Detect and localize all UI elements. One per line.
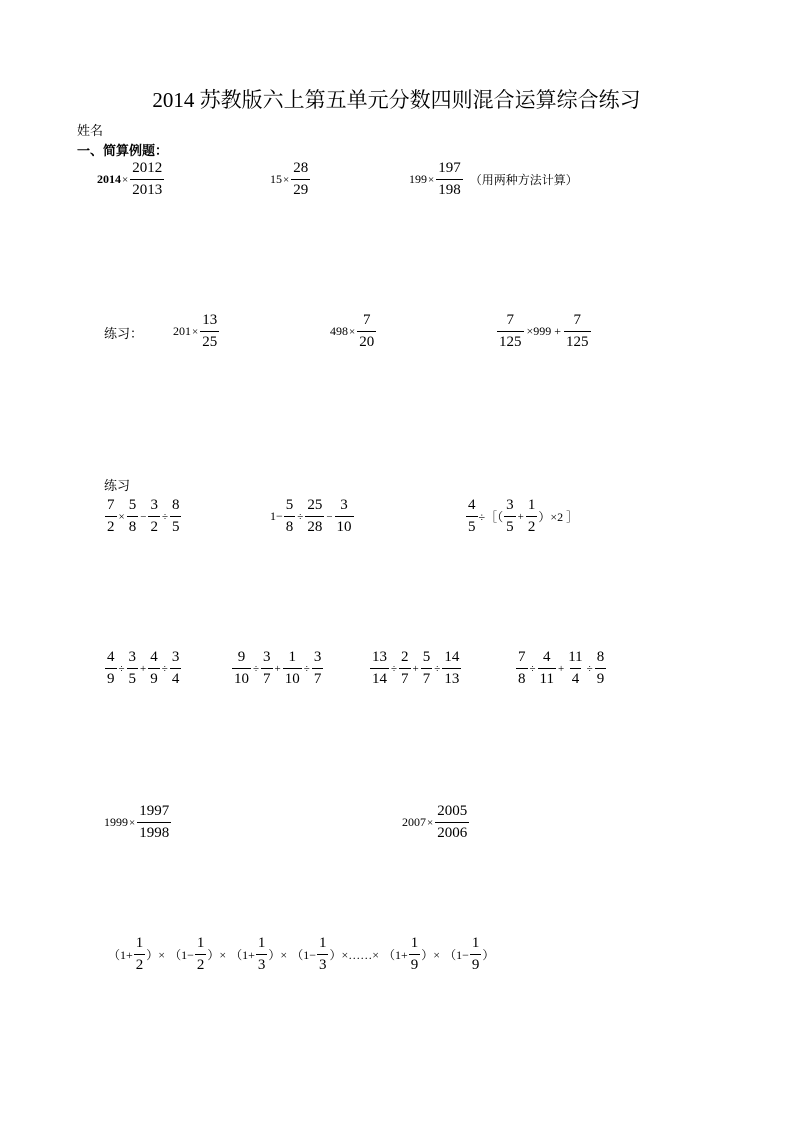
- operator-text: （1−: [169, 948, 194, 962]
- operator: ÷: [586, 662, 593, 675]
- fraction: $\frac{9}{10}$: [234, 649, 249, 687]
- times-sign: ×: [192, 325, 199, 338]
- fraction: $\frac{3}{4}$: [171, 649, 180, 687]
- operator-text: （1−: [291, 948, 316, 962]
- fraction: $\frac{4}{5}$: [468, 497, 476, 535]
- whole-number: 498: [330, 324, 348, 338]
- times-sign: ×: [122, 173, 129, 186]
- times-sign: ×: [129, 816, 136, 829]
- fraction: $\frac{1}{2}$: [527, 497, 536, 535]
- operator: −: [140, 510, 147, 523]
- practice1-item-3: [496, 311, 592, 352]
- times-sign: ×: [427, 816, 434, 829]
- practice1-label: 练习：: [104, 327, 144, 342]
- method-note: （用两种方法计算）: [469, 173, 578, 187]
- fraction: $\frac{2}{7}$: [401, 649, 409, 687]
- problem-r2-3: [369, 648, 462, 689]
- fraction: $\frac{25}{28}$: [307, 497, 323, 535]
- fraction: $\frac{1}{3}$: [257, 935, 266, 973]
- problem-r2-4: [515, 648, 607, 689]
- operator-text: ）×: [421, 948, 441, 962]
- fraction: $\frac{3}{10}$: [336, 497, 352, 535]
- operator: ÷: [529, 662, 536, 675]
- fraction: $\frac{8}{5}$: [171, 497, 180, 535]
- fraction: $\frac{1}{9}$: [471, 935, 480, 973]
- operator-text: ×999 +: [526, 324, 562, 338]
- name-label: 姓名: [77, 124, 104, 139]
- operator: ÷: [297, 510, 304, 523]
- problem-r2-2: [231, 648, 324, 689]
- whole-number: 1999: [104, 815, 128, 829]
- operator-text: （1−: [444, 948, 469, 962]
- operator: −: [326, 510, 333, 523]
- times-sign: ×: [428, 173, 435, 186]
- times-sign: ×: [283, 173, 290, 186]
- whole-number: 2007: [402, 815, 426, 829]
- times-sign: ×: [349, 325, 356, 338]
- fraction: $\frac{1}{9}$: [410, 935, 419, 973]
- fraction: $\frac{28}{29}$: [293, 160, 309, 198]
- fraction: $\frac{5}{8}$: [128, 497, 137, 535]
- fraction: $\frac{4}{9}$: [107, 649, 115, 687]
- operator-text: ）×: [268, 948, 288, 962]
- fraction: $\frac{1}{10}$: [284, 649, 300, 687]
- fraction: $\frac{7}{20}$: [359, 312, 375, 350]
- whole-number: 201: [173, 324, 191, 338]
- whole-number: 2014: [97, 172, 121, 186]
- practice1-item-2: [330, 311, 377, 352]
- operator-text: ）×: [207, 948, 227, 962]
- fraction: $\frac{13}{14}$: [372, 649, 387, 687]
- fraction: $\frac{14}{13}$: [444, 649, 460, 687]
- operator: +: [412, 662, 419, 675]
- fraction: $\frac{8}{9}$: [596, 649, 605, 687]
- practice2-label: 练习: [104, 479, 131, 494]
- fraction: $\frac{3}{5}$: [506, 497, 514, 535]
- fraction: $\frac{1997}{1998}$: [139, 803, 170, 841]
- fraction: $\frac{5}{8}$: [285, 497, 294, 535]
- fraction: $\frac{13}{25}$: [202, 312, 218, 350]
- operator: ×: [118, 510, 125, 523]
- problem-r1-2: [270, 496, 355, 537]
- operator-text: （1+: [383, 948, 408, 962]
- example-3: [409, 159, 578, 200]
- fraction: $\frac{7}{8}$: [518, 649, 526, 687]
- operator: ÷: [391, 662, 398, 675]
- operator: +: [140, 662, 147, 675]
- fraction: $\frac{197}{198}$: [438, 160, 461, 198]
- operator: ÷: [303, 662, 310, 675]
- fraction: $\frac{11}{4}$: [568, 649, 583, 687]
- problem-r4-product: [108, 934, 494, 975]
- operator: ÷: [161, 510, 168, 523]
- problem-r1-1: [104, 496, 182, 537]
- fraction: $\frac{2005}{2006}$: [437, 803, 468, 841]
- fraction: $\frac{3}{2}$: [150, 497, 158, 535]
- operator-text: ）×: [146, 948, 166, 962]
- operator-text: ÷［（: [478, 510, 504, 524]
- operator: +: [274, 662, 281, 675]
- operator: +: [558, 662, 565, 675]
- fraction: $\frac{5}{7}$: [422, 649, 431, 687]
- fraction: $\frac{4}{11}$: [539, 649, 554, 687]
- operator-text: ）×2 ］: [538, 510, 579, 524]
- fraction: $\frac{1}{3}$: [318, 935, 327, 973]
- fraction: $\frac{2012}{2013}$: [132, 160, 163, 198]
- operator-text: 1−: [270, 509, 283, 523]
- operator: ÷: [434, 662, 441, 675]
- fraction: $\frac{7}{2}$: [107, 497, 115, 535]
- fraction: $\frac{3}{5}$: [128, 649, 137, 687]
- operator-text: ）×……×: [329, 948, 380, 962]
- operator: ÷: [253, 662, 260, 675]
- operator-text: （1+: [230, 948, 255, 962]
- fraction: $\frac{3}{7}$: [263, 649, 271, 687]
- example-2: [270, 159, 311, 200]
- fraction: $\frac{1}{2}$: [196, 935, 205, 973]
- operator-text: （1+: [108, 948, 133, 962]
- fraction: $\frac{7}{125}$: [566, 312, 589, 350]
- problem-r2-1: [104, 648, 182, 689]
- operator: ÷: [118, 662, 125, 675]
- whole-number: 199: [409, 172, 427, 186]
- problem-r3-2: [402, 802, 470, 843]
- problem-r1-3: [465, 496, 578, 537]
- section1-heading: 一、简算例题：: [77, 144, 169, 159]
- fraction: $\frac{3}{7}$: [313, 649, 322, 687]
- problem-r3-1: [104, 802, 172, 843]
- fraction: $\frac{7}{125}$: [499, 312, 522, 350]
- page-title: 2014 苏教版六上第五单元分数四则混合运算综合练习: [152, 88, 641, 112]
- fraction: $\frac{4}{9}$: [150, 649, 158, 687]
- example-1: [97, 159, 165, 200]
- fraction: $\frac{1}{2}$: [135, 935, 144, 973]
- whole-number: 15: [270, 172, 282, 186]
- practice1-item-1: [173, 311, 220, 352]
- operator: +: [517, 510, 524, 523]
- operator-text: ）: [482, 948, 495, 962]
- operator: ÷: [161, 662, 168, 675]
